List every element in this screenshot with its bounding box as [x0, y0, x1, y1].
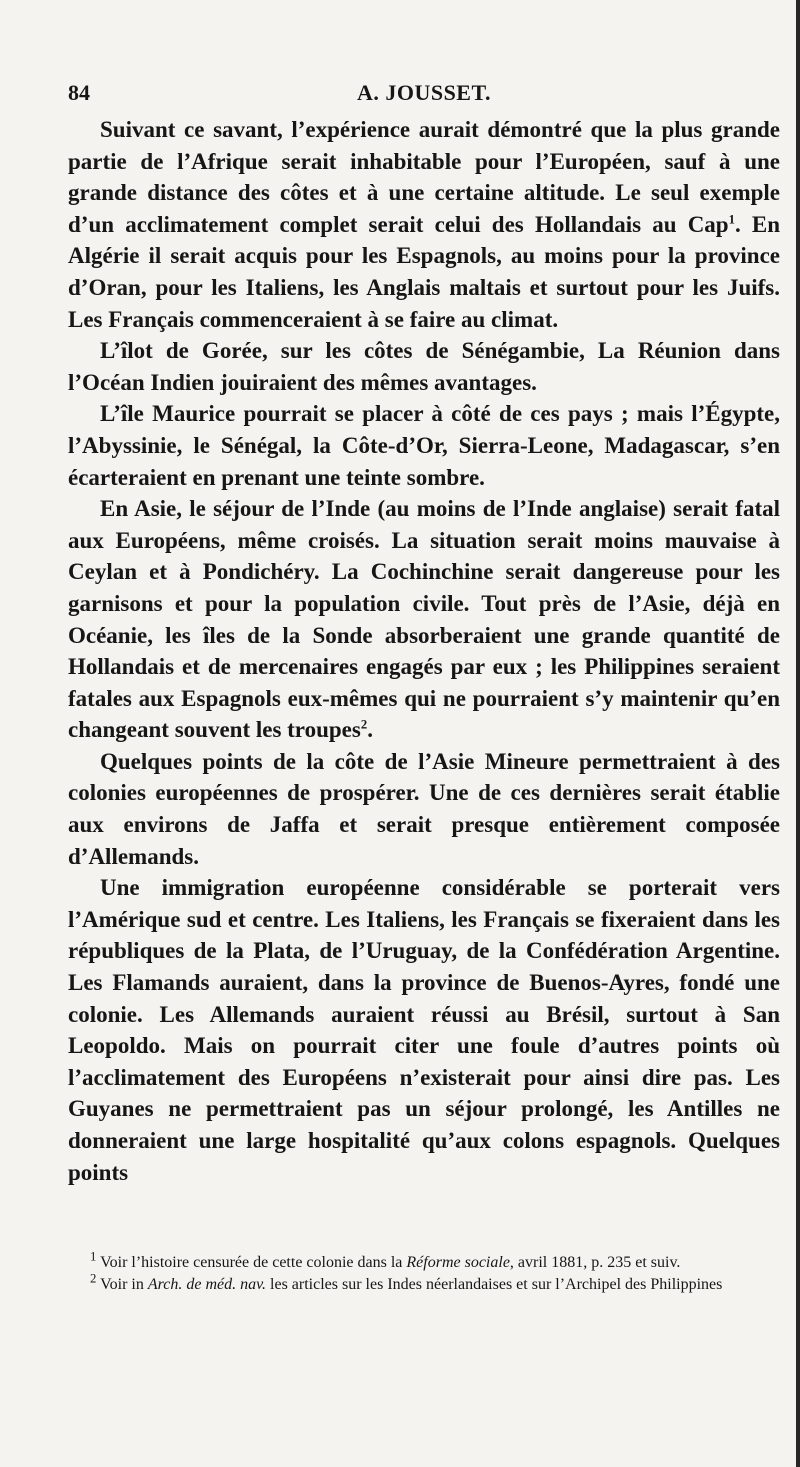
text-run: les articles sur les Indes néerlandaises et sur l’Archipel des Philippines	[266, 1276, 723, 1293]
text-run: .	[367, 717, 373, 743]
footnote-mark: 2	[90, 1271, 97, 1286]
paragraph	[68, 335, 780, 398]
text-run: . En Algérie il serait acquis pour les Espagnols, au moins pour la province d’Oran, pour les Italiens, les Anglais maltais et surtout pour les Juifs. Les Français commenceraient à se faire au climat.	[68, 211, 781, 332]
running-head: A. JOUSSET.	[356, 80, 492, 105]
text-run: Une immigration européenne considérable se porterait vers l’Amérique sud et centre. Les Italiens, les Français se fixeraient dans les républiques de la Plata, de l’Uruguay, de la Confédération Argentine. Les Flamands auraient, dans la province de Buenos-Ayres, fondé une colonie. Les Allemands auraient réussi au Brésil, surtout à San Leopoldo. Mais on pourrait citer une foule d’autres points où l’acclimatement des Européens n’existerait pour ainsi dire pas. Les Guyanes ne permettraient pas un séjour prolongé, les Antilles ne donneraient une large hospitalité qu’aux colons espagnols. Quelques points	[68, 875, 780, 1185]
text-run: , avril 1881, p. 235 et suiv.	[509, 1254, 681, 1271]
footnote	[68, 1271, 780, 1296]
text-run: Voir in	[100, 1276, 148, 1293]
text-run: Quelques points de la côte de l’Asie Mineure permettraient à des colonies européennes de prospérer. Une de ces dernières serait établie aux environs de Jaffa et serait presque entièrement composée d’Allemands.	[68, 748, 780, 869]
paragraph	[68, 493, 780, 746]
page-number: 84	[68, 80, 90, 105]
text-run: Suivant ce savant, l’expérience aurait démontré que la plus grande partie de l’Afrique serait inhabitable pour l’Européen, sauf à une grande distance des côtes et à une certaine altitude. Le seul exemple d’un acclimatement complet serait celui des Hollandais au Cap	[68, 117, 780, 237]
footnote-reference: 2	[360, 717, 368, 732]
text-run: Voir l’histoire censurée de cette colonie dans la	[100, 1254, 407, 1271]
text-run: L’îlot de Gorée, sur les côtes de Sénégambie, La Réunion dans l’Océan Indien jouiraient des mêmes avantages.	[68, 338, 780, 395]
footnote-reference: 1	[728, 212, 735, 227]
paragraph	[68, 398, 780, 493]
footnote-mark: 1	[90, 1249, 97, 1264]
body-text	[68, 114, 780, 1188]
text-run: L’île Maurice pourrait se placer à côté de ces pays ; mais l’Égypte, l’Abyssinie, le Sénégal, la Côte-d’Or, Sierra-Leone, Madagascar, s’en écarteraient en prenant une teinte sombre.	[68, 401, 780, 490]
paragraph	[68, 872, 780, 1188]
paragraph	[68, 746, 780, 872]
page-header	[68, 80, 780, 116]
page-edge-shadow	[796, 0, 800, 1467]
italic-title: Réforme sociale	[406, 1254, 510, 1271]
paragraph	[68, 114, 780, 335]
italic-title: Arch. de méd. nav.	[147, 1276, 267, 1293]
text-run: En Asie, le séjour de l’Inde (au moins de l’Inde anglaise) serait fatal aux Européens, même croisés. La situation serait moins mauvaise à Ceylan et à Pondichéry. La Cochinchine serait dangereuse pour les garnisons et pour la population civile. Tout près de l’Asie, déjà en Océanie, les îles de la Sonde absorberaient une grande quantité de Hollandais et de mercenaires engagés par eux ; les Philippines seraient fatales aux Espagnols eux-mêmes qui ne pourraient s’y maintenir qu’en changeant souvent les troupes	[68, 496, 780, 743]
footnote	[68, 1249, 780, 1274]
footnotes	[68, 1249, 780, 1296]
